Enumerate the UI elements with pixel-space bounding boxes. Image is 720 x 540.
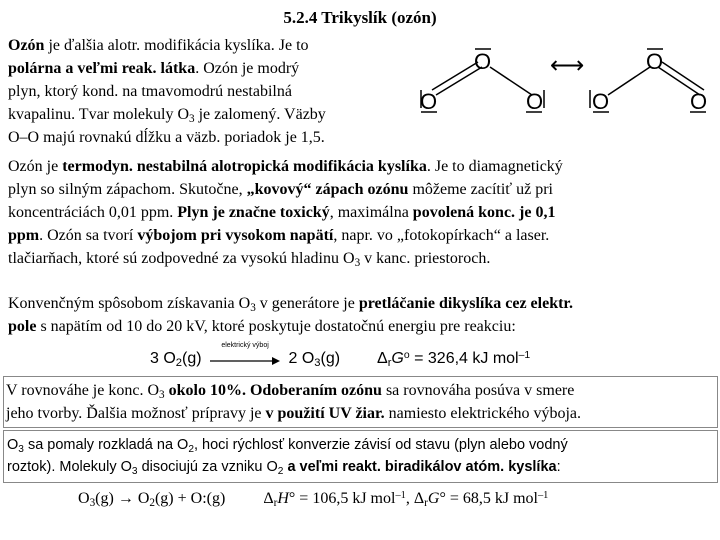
atom-label: O [420, 89, 438, 114]
text: 3 O [150, 350, 176, 367]
subscript: 3 [189, 113, 195, 125]
text: G [427, 490, 440, 507]
text: : [556, 459, 561, 475]
text: O [78, 490, 90, 507]
equation-ozone-formation [150, 341, 531, 369]
text: (g) → O [95, 490, 150, 507]
text: jeho tvorby. Ďalšia možnosť prípravy je [6, 405, 266, 422]
text: koncentráciách 0,01 ppm. [8, 204, 178, 221]
subscript: 3 [89, 497, 96, 509]
subscript: r [273, 497, 278, 509]
text: . Ozón sa tvorí [39, 227, 138, 244]
text: Δ [377, 350, 388, 367]
arrow-icon [210, 355, 280, 367]
atom-label: O [690, 89, 708, 114]
intro-paragraph [8, 34, 428, 149]
text: Δ [263, 490, 274, 507]
text: v generátore je [255, 295, 359, 312]
text: môžeme zacítiť už pri [408, 181, 553, 198]
bold-text: „kovový“ zápach ozónu [246, 181, 409, 198]
subscript: 3 [159, 389, 165, 401]
text: O [7, 437, 19, 453]
atom-label: O [592, 89, 610, 114]
text: (g) [182, 350, 202, 367]
bold-text: pole [8, 318, 37, 335]
text: s napätím od 10 do 20 kV, ktoré poskytuje dostatočnú energiu pre reakciu: [36, 318, 516, 335]
text: V rovnováhe je konc. O [6, 382, 159, 399]
ozone-resonance-diagram [410, 45, 710, 115]
text: = 326,4 kJ mol [409, 350, 519, 367]
ozone-structure-right [590, 49, 707, 114]
text: plyn so silným zápachom. Skutočne, [8, 181, 247, 198]
bold-text: okolo 10%. Odoberaním ozónu [164, 382, 382, 399]
text: namiesto elektrického výboja. [384, 405, 582, 422]
text: ° = 106,5 kJ mol [288, 490, 396, 507]
text: Konvenčným spôsobom získavania O [8, 295, 251, 312]
reaction-arrow [210, 341, 280, 367]
superscript: o [403, 350, 410, 361]
bold-text: Plyn je značne toxický [177, 204, 330, 221]
bold-text: v použití UV žiar. [265, 405, 385, 422]
text: , maximálna [329, 204, 413, 221]
bold-text: a veľmi reakt. biradikálov atóm. kyslíka [283, 459, 557, 475]
bold-text: pretláčanie dikyslíka cez elektr. [358, 295, 574, 312]
text: roztok). Molekuly O [7, 459, 132, 475]
equilibrium-paragraph [6, 379, 718, 425]
text: tlačiarňach, ktoré sú zodpovedné za vysokú hladinu O [8, 250, 355, 267]
atom-label: O [474, 49, 492, 74]
text: , hoci rýchlosť konverzie závisí od stavu (plyn alebo vodný [193, 437, 568, 453]
superscript: –1 [518, 350, 531, 361]
text: . Ozón je modrý [195, 60, 300, 77]
text: (g) + O:(g) [154, 490, 226, 507]
ozone-structure-left [420, 49, 544, 114]
text: . Je to diamagnetický [426, 158, 563, 175]
section-title: 5.2.4 Trikyslík (ozón) [283, 8, 437, 27]
superscript: –1 [395, 490, 406, 501]
bold-text: povolená konc. je 0,1 [412, 204, 556, 221]
bold-text: termodyn. nestabilná alotropická modifikácia kyslíka [62, 158, 427, 175]
text: H [277, 490, 289, 507]
subscript: r [424, 497, 428, 509]
subscript: r [387, 357, 392, 369]
term-polar: polárna a veľmi reak. látka [8, 60, 196, 77]
subscript: 3 [354, 257, 361, 269]
text: v kanc. priestoroch. [360, 250, 491, 267]
text: sa pomaly rozkladá na O [23, 437, 189, 453]
resonance-arrow-icon: ⟷ [550, 51, 585, 79]
text: je zalomený. Väzby [194, 106, 326, 123]
text: , Δ [405, 490, 425, 507]
text: 2 O [288, 350, 315, 367]
text: Ozón je [8, 158, 63, 175]
subscript: 3 [314, 357, 321, 369]
decomposition-paragraph [7, 434, 717, 478]
text: O–O majú rovnakú dĺžku a väzb. poriadok je 1,5. [8, 129, 325, 146]
bold-text: výbojom pri vysokom napätí [137, 227, 334, 244]
text: disociujú za vzniku O [137, 459, 278, 475]
text: je ďalšia alotr. modifikácia kyslíka. Je to [44, 37, 309, 54]
text: G [391, 350, 404, 367]
text: ° = 68,5 kJ mol [439, 490, 538, 507]
equation-ozone-dissociation [78, 490, 548, 508]
arrow-label: elektrický výboj [221, 341, 269, 349]
subscript: 3 [18, 444, 24, 455]
atom-label: O [526, 89, 544, 114]
text: sa rovnováha posúva v smere [381, 382, 575, 399]
text: , napr. vo „fotokopírkach“ a laser. [333, 227, 550, 244]
subscript: 3 [250, 302, 256, 314]
toxicity-paragraph [8, 155, 713, 270]
text: kvapalinu. Tvar molekuly O [8, 106, 189, 123]
superscript: –1 [537, 490, 549, 501]
subscript: 3 [131, 466, 138, 477]
text: plyn, ktorý kond. na tmavomodrú nestabilná [8, 83, 292, 100]
subscript: 2 [149, 497, 155, 509]
bold-text: ppm [8, 227, 40, 244]
term-ozon: Ozón [8, 37, 45, 54]
text: (g) [320, 350, 341, 367]
subscript: 2 [188, 444, 194, 455]
subscript: 2 [175, 357, 183, 369]
atom-label: O [646, 49, 664, 74]
production-paragraph [8, 292, 713, 338]
subscript: 2 [277, 466, 284, 477]
